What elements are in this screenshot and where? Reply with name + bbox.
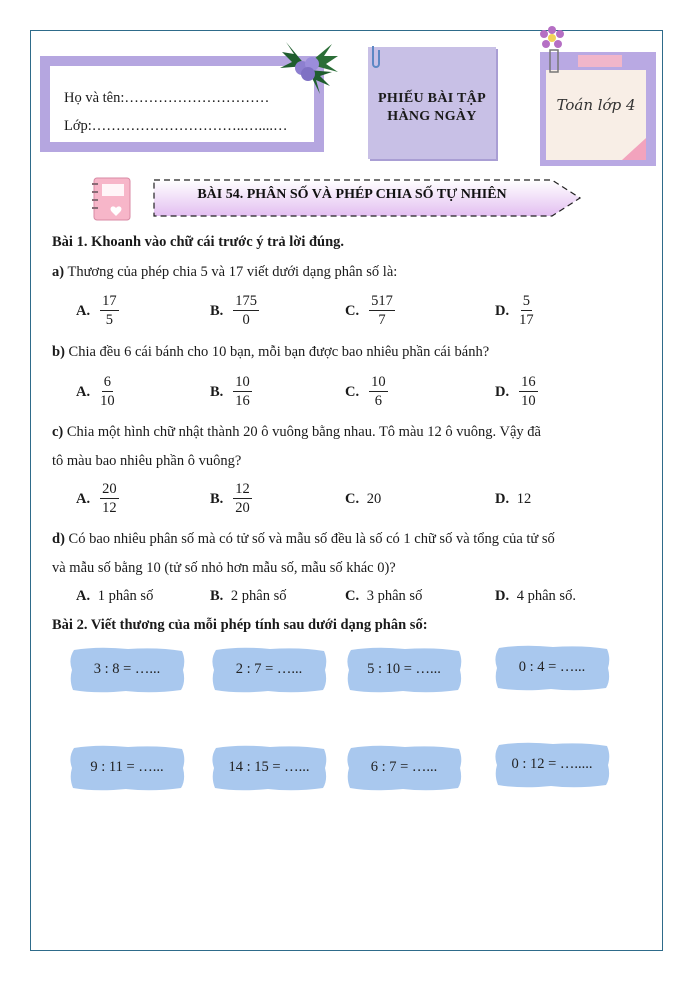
paperclip-icon — [369, 44, 383, 70]
question-d-text-2: và mẫu số bằng 10 (tử số nhỏ hơn mẫu số, mẫu số khác 0)? — [52, 560, 396, 576]
question-d-text-1: Có bao nhiêu phân số mà có tử số và mẫu số đều là số có 1 chữ số và tổng của tử số — [68, 531, 555, 547]
option-b-A[interactable]: A. $\frac{6}{10}$ — [76, 374, 115, 410]
washi-tape — [578, 55, 622, 67]
option-b-B[interactable]: B. $\frac{10}{16}$ — [210, 374, 250, 410]
question-c-label: c) — [52, 424, 64, 440]
question-a-text: Thương của phép chia 5 và 17 viết dưới dạng phân số là: — [67, 264, 398, 280]
question-a-label: a) — [52, 264, 65, 280]
option-b-C[interactable]: C. $\frac{10}{6}$ — [345, 374, 386, 410]
option-c-A[interactable]: A. $\frac{20}{12}$ — [76, 481, 117, 517]
division-box-8[interactable]: 0 : 12 = …..... — [493, 741, 611, 789]
question-d-label: d) — [52, 531, 65, 547]
option-a-D[interactable]: D. $\frac{5}{17}$ — [495, 293, 534, 329]
holly-decoration-icon — [276, 38, 340, 98]
question-a — [52, 264, 397, 281]
exercise-2-title: Bài 2. Viết thương của mỗi phép tính sau dưới dạng phân số: — [52, 617, 428, 633]
option-c-D[interactable]: D. 12 — [495, 491, 532, 507]
division-box-4[interactable]: 0 : 4 = …... — [493, 644, 611, 692]
division-box-6[interactable]: 14 : 15 = …... — [210, 744, 328, 792]
question-b — [52, 344, 489, 361]
lesson-title-wrap — [152, 178, 582, 218]
option-a-A[interactable]: A. $\frac{17}{5}$ — [76, 293, 117, 329]
division-box-7[interactable]: 6 : 7 = …... — [345, 744, 463, 792]
lesson-title: BÀI 54. PHÂN SỐ VÀ PHÉP CHIA SỐ TỰ NHIÊN — [197, 187, 507, 202]
worksheet-title-line1: PHIẾU BÀI TẬP — [378, 91, 486, 106]
question-b-text: Chia đều 6 cái bánh cho 10 bạn, mỗi bạn được bao nhiêu phần cái bánh? — [68, 344, 490, 360]
division-box-3[interactable]: 5 : 10 = …... — [345, 646, 463, 694]
binder-clip-icon — [549, 46, 559, 74]
option-d-C[interactable]: C. 3 phân số — [345, 588, 423, 604]
division-box-2[interactable]: 2 : 7 = …... — [210, 646, 328, 694]
option-b-D[interactable]: D. $\frac{16}{10}$ — [495, 374, 536, 410]
question-c — [52, 424, 541, 441]
division-box-5[interactable]: 9 : 11 = …... — [68, 744, 186, 792]
question-c-text-2: tô màu bao nhiêu phần ô vuông? — [52, 453, 242, 469]
grade-label: Toán lớp 4 — [556, 96, 636, 114]
worksheet-title-line2: HÀNG NGÀY — [387, 109, 477, 124]
notebook-icon — [88, 176, 138, 222]
division-box-1[interactable]: 3 : 8 = …... — [68, 646, 186, 694]
question-d — [52, 531, 555, 548]
option-c-C[interactable]: C. 20 — [345, 491, 382, 507]
exercise-1-title: Bài 1. Khoanh vào chữ cái trước ý trả lời đúng. — [52, 234, 345, 250]
name-field[interactable]: Họ và tên:………………………… — [64, 90, 270, 106]
option-d-B[interactable]: B. 2 phân số — [210, 588, 287, 604]
option-d-D[interactable]: D. 4 phân số. — [495, 588, 576, 604]
option-c-B[interactable]: B. $\frac{12}{20}$ — [210, 481, 250, 517]
class-field[interactable]: Lớp:…………………………..…....… — [64, 118, 288, 134]
option-d-A[interactable]: A. 1 phân số — [76, 588, 154, 604]
question-c-text-1: Chia một hình chữ nhật thành 20 ô vuông bằng nhau. Tô màu 12 ô vuông. Vậy đã — [66, 424, 541, 440]
option-a-C[interactable]: C. $\frac{517}{7}$ — [345, 293, 393, 329]
option-a-B[interactable]: B. $\frac{175}{0}$ — [210, 293, 258, 329]
question-b-label: b) — [52, 344, 65, 360]
worksheet-label-box — [368, 47, 496, 159]
